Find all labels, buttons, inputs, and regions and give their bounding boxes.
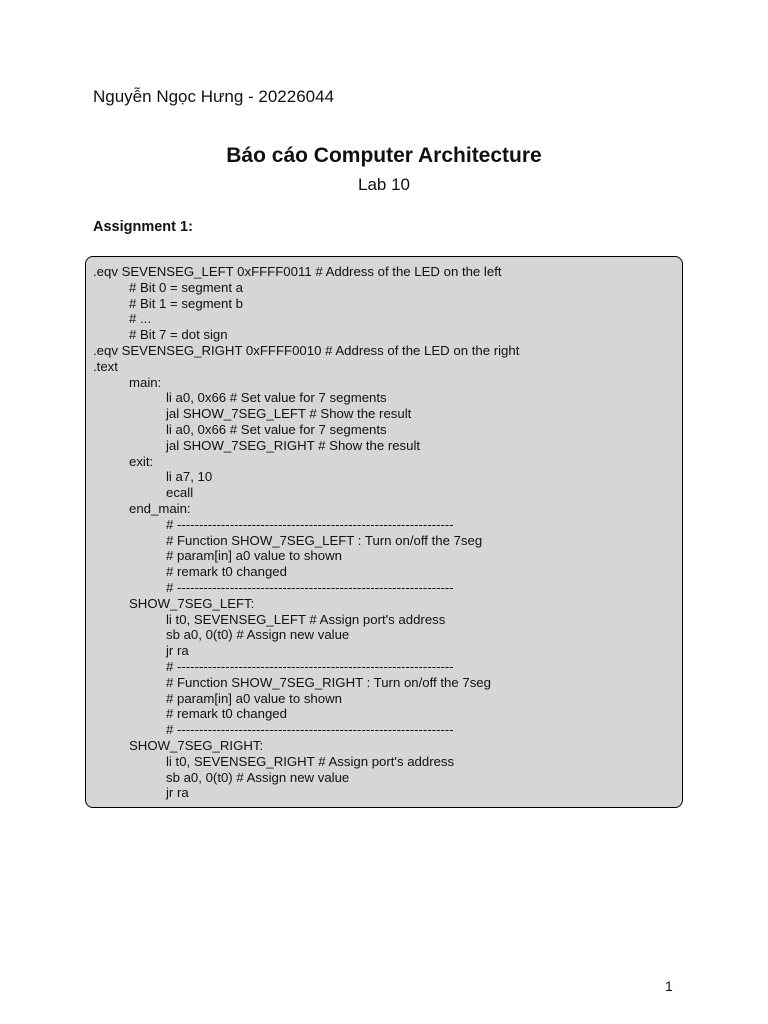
document-subtitle: Lab 10 [358, 175, 410, 194]
code-line: .eqv SEVENSEG_RIGHT 0xFFFF0010 # Address of the LED on the right [93, 342, 520, 358]
code-line: # --------------------------------------------------------------- [166, 658, 454, 674]
code-line: # Bit 0 = segment a [129, 279, 243, 295]
page-number: 1 [665, 978, 673, 994]
code-line: .eqv SEVENSEG_LEFT 0xFFFF0011 # Address of the LED on the left [93, 264, 502, 279]
code-line: li a0, 0x66 # Set value for 7 segments [166, 421, 387, 437]
code-line: # Function SHOW_7SEG_LEFT : Turn on/off the 7seg [166, 532, 483, 548]
code-line: # --------------------------------------------------------------- [166, 516, 454, 532]
code-line: # param[in] a0 value to shown [166, 690, 342, 706]
author-line: Nguyễn Ngọc Hưng - 20226044 [93, 87, 335, 106]
code-line: jr ra [166, 643, 189, 659]
code-line: ecall [166, 485, 194, 501]
code-line: # ... [129, 311, 151, 327]
code-line: sb a0, 0(t0) # Assign new value [166, 627, 350, 643]
code-line: # --------------------------------------------------------------- [166, 579, 454, 595]
code-line: SHOW_7SEG_LEFT: [129, 595, 255, 611]
code-line: jal SHOW_7SEG_LEFT # Show the result [166, 406, 412, 422]
code-line: SHOW_7SEG_RIGHT: [129, 737, 264, 753]
code-line: end_main: [129, 500, 191, 516]
code-line: main: [129, 374, 162, 390]
code-line: li t0, SEVENSEG_LEFT # Assign port's address [166, 611, 446, 627]
code-line: li t0, SEVENSEG_RIGHT # Assign port's address [166, 753, 455, 769]
code-line: jal SHOW_7SEG_RIGHT # Show the result [166, 437, 421, 453]
code-line: sb a0, 0(t0) # Assign new value [166, 769, 350, 785]
code-line: # --------------------------------------------------------------- [166, 722, 454, 738]
code-line: .text [93, 358, 118, 374]
code-line: # Bit 1 = segment b [129, 295, 243, 311]
code-line: # param[in] a0 value to shown [166, 548, 342, 564]
code-line: # Bit 7 = dot sign [129, 327, 228, 343]
code-line: # Function SHOW_7SEG_RIGHT : Turn on/off the 7seg [166, 674, 491, 690]
document-title: Báo cáo Computer Architecture [226, 144, 542, 167]
code-line: # remark t0 changed [166, 706, 287, 722]
code-block [85, 256, 683, 808]
code-line: exit: [129, 453, 154, 469]
code-line: # remark t0 changed [166, 564, 287, 580]
code-line: li a7, 10 [166, 469, 213, 485]
code-line: li a0, 0x66 # Set value for 7 segments [166, 390, 387, 406]
code-line: jr ra [166, 785, 189, 801]
section-heading-assignment-1: Assignment 1: [93, 219, 193, 235]
